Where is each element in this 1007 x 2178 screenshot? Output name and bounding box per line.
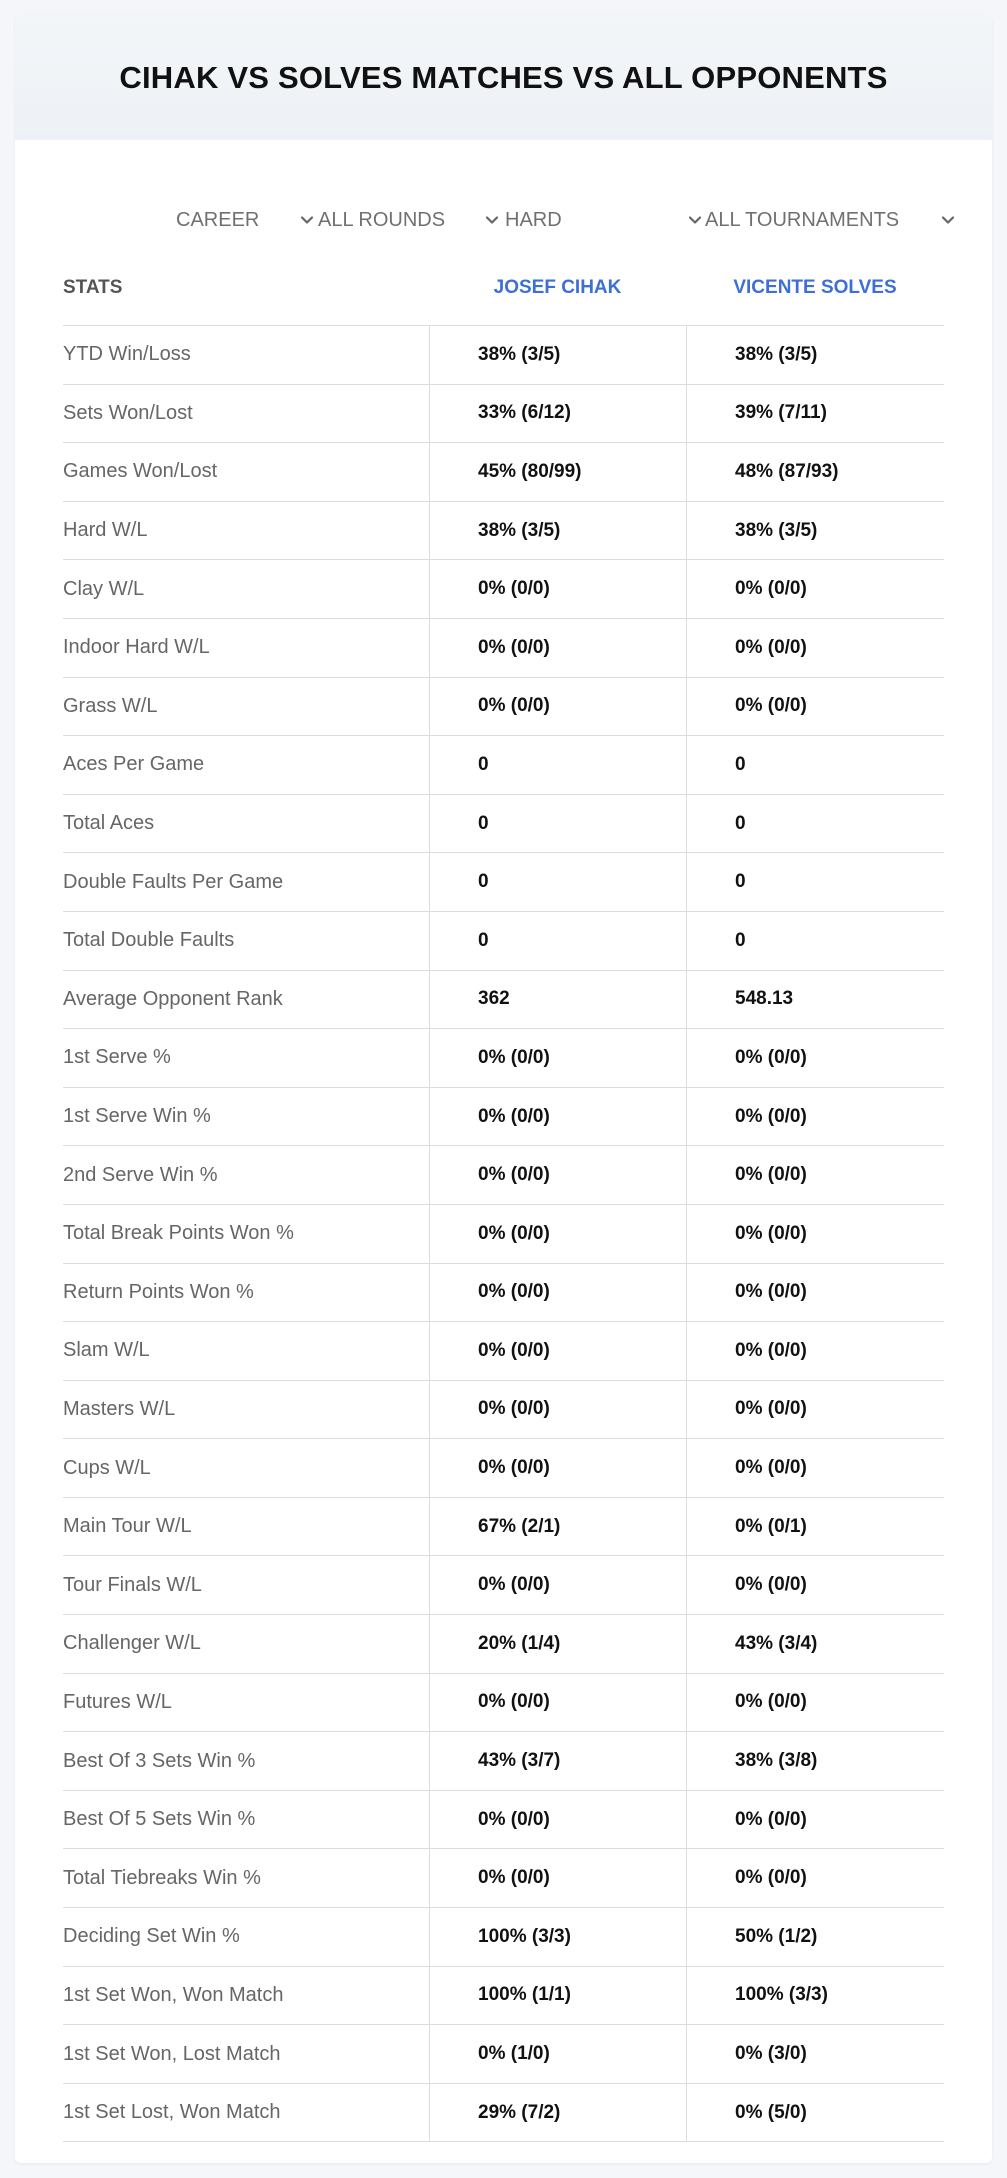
stat-label: Games Won/Lost xyxy=(63,460,218,483)
tournaments-select[interactable] xyxy=(705,190,955,250)
table-row xyxy=(63,1674,944,1733)
player1-stat-value: 67% (2/1) xyxy=(429,1498,686,1556)
player2-stat-value: 0% (0/0) xyxy=(686,619,944,677)
stat-label: YTD Win/Loss xyxy=(63,343,191,366)
player1-stat-value: 0 xyxy=(429,912,686,970)
stats-card xyxy=(15,15,992,2163)
stats-table xyxy=(63,250,944,2142)
player2-stat-value: 0 xyxy=(686,912,944,970)
player2-stat-value: 0% (0/0) xyxy=(686,1029,944,1087)
table-row xyxy=(63,912,944,971)
chevron-down-icon xyxy=(688,213,702,227)
player1-stat-value: 33% (6/12) xyxy=(429,385,686,443)
player1-stat-value: 29% (7/2) xyxy=(429,2084,686,2142)
stat-label: Deciding Set Win % xyxy=(63,1925,240,1948)
stat-label: 2nd Serve Win % xyxy=(63,1163,218,1186)
player1-stat-value: 100% (3/3) xyxy=(429,1908,686,1966)
player2-stat-value: 38% (3/5) xyxy=(686,326,944,384)
card-header xyxy=(15,15,992,140)
table-row xyxy=(63,619,944,678)
stat-label: Total Break Points Won % xyxy=(63,1222,294,1245)
player2-stat-value: 0% (0/0) xyxy=(686,1849,944,1907)
table-row xyxy=(63,1556,944,1615)
table-row xyxy=(63,1967,944,2026)
table-row xyxy=(63,1029,944,1088)
player1-stat-value: 0% (0/0) xyxy=(429,1791,686,1849)
player2-stat-value: 0% (0/0) xyxy=(686,1381,944,1439)
table-row xyxy=(63,2025,944,2084)
player2-stat-value: 0% (0/0) xyxy=(686,1088,944,1146)
player2-stat-value: 0% (0/1) xyxy=(686,1498,944,1556)
surface-select-value: HARD xyxy=(505,208,562,231)
column-header-stats: STATS xyxy=(63,276,123,298)
table-row xyxy=(63,1205,944,1264)
table-row xyxy=(63,853,944,912)
player1-stat-value: 0% (0/0) xyxy=(429,678,686,736)
stat-label: Total Tiebreaks Win % xyxy=(63,1866,261,1889)
player1-stat-value: 0% (0/0) xyxy=(429,1849,686,1907)
table-row xyxy=(63,2084,944,2143)
table-body xyxy=(63,326,944,2142)
player1-stat-value: 0% (0/0) xyxy=(429,1322,686,1380)
stat-label: Indoor Hard W/L xyxy=(63,636,210,659)
period-select-value: CAREER xyxy=(176,208,260,231)
player1-link[interactable]: JOSEF CIHAK xyxy=(493,276,622,298)
table-row xyxy=(63,326,944,385)
table-row xyxy=(63,385,944,444)
chevron-down-icon xyxy=(485,213,499,227)
stat-label: Average Opponent Rank xyxy=(63,987,283,1010)
table-row xyxy=(63,678,944,737)
player2-stat-value: 0% (5/0) xyxy=(686,2084,944,2142)
table-row xyxy=(63,1264,944,1323)
stat-label: Best Of 5 Sets Win % xyxy=(63,1808,256,1831)
stat-label: Challenger W/L xyxy=(63,1632,201,1655)
page-title: CIHAK VS SOLVES MATCHES VS ALL OPPONENTS xyxy=(119,59,888,95)
player1-stat-value: 0% (0/0) xyxy=(429,1146,686,1204)
period-select[interactable] xyxy=(176,190,314,250)
stat-label: 1st Set Lost, Won Match xyxy=(63,2101,281,2124)
stat-label: Futures W/L xyxy=(63,1690,172,1713)
player1-stat-value: 0% (0/0) xyxy=(429,1264,686,1322)
player2-stat-value: 0% (0/0) xyxy=(686,678,944,736)
player1-stat-value: 0% (0/0) xyxy=(429,1205,686,1263)
player2-stat-value: 0% (0/0) xyxy=(686,1556,944,1614)
player2-stat-value: 0% (0/0) xyxy=(686,1205,944,1263)
player2-stat-value: 100% (3/3) xyxy=(686,1967,944,2025)
player1-stat-value: 0% (0/0) xyxy=(429,1674,686,1732)
player2-stat-value: 0% (3/0) xyxy=(686,2025,944,2083)
stat-label: Masters W/L xyxy=(63,1397,176,1420)
player2-stat-value: 50% (1/2) xyxy=(686,1908,944,1966)
player2-stat-value: 0% (0/0) xyxy=(686,1791,944,1849)
rounds-select[interactable] xyxy=(318,190,499,250)
table-row xyxy=(63,1849,944,1908)
player2-stat-value: 0% (0/0) xyxy=(686,1674,944,1732)
player2-stat-value: 39% (7/11) xyxy=(686,385,944,443)
player1-stat-value: 0% (0/0) xyxy=(429,560,686,618)
stat-label: 1st Set Won, Won Match xyxy=(63,1983,284,2006)
stat-label: Sets Won/Lost xyxy=(63,401,193,424)
player1-stat-value: 38% (3/5) xyxy=(429,502,686,560)
player2-stat-value: 38% (3/8) xyxy=(686,1732,944,1790)
stat-label: Clay W/L xyxy=(63,577,145,600)
table-row xyxy=(63,1791,944,1850)
table-row xyxy=(63,560,944,619)
stat-label: Cups W/L xyxy=(63,1456,151,1479)
player1-stat-value: 43% (3/7) xyxy=(429,1732,686,1790)
table-row xyxy=(63,736,944,795)
table-row xyxy=(63,1908,944,1967)
surface-select[interactable] xyxy=(505,190,702,250)
stat-label: Main Tour W/L xyxy=(63,1515,192,1538)
table-row xyxy=(63,971,944,1030)
table-row xyxy=(63,1615,944,1674)
player2-stat-value: 38% (3/5) xyxy=(686,502,944,560)
player2-stat-value: 0% (0/0) xyxy=(686,1146,944,1204)
stat-label: Return Points Won % xyxy=(63,1280,254,1303)
player2-stat-value: 0 xyxy=(686,853,944,911)
table-row xyxy=(63,1322,944,1381)
chevron-down-icon xyxy=(300,213,314,227)
table-row xyxy=(63,1732,944,1791)
player2-stat-value: 548.13 xyxy=(686,971,944,1029)
stat-label: Tour Finals W/L xyxy=(63,1573,202,1596)
player2-stat-value: 0% (0/0) xyxy=(686,560,944,618)
stat-label: Hard W/L xyxy=(63,519,148,542)
player1-stat-value: 38% (3/5) xyxy=(429,326,686,384)
player1-stat-value: 45% (80/99) xyxy=(429,443,686,501)
stat-label: 1st Serve % xyxy=(63,1046,171,1069)
player1-stat-value: 0% (0/0) xyxy=(429,1381,686,1439)
table-row xyxy=(63,443,944,502)
player1-stat-value: 0 xyxy=(429,853,686,911)
player1-stat-value: 0% (0/0) xyxy=(429,1439,686,1497)
stat-label: Total Double Faults xyxy=(63,929,235,952)
player2-stat-value: 0 xyxy=(686,795,944,853)
player2-stat-value: 0% (0/0) xyxy=(686,1264,944,1322)
player1-stat-value: 0% (1/0) xyxy=(429,2025,686,2083)
table-row xyxy=(63,1381,944,1440)
player1-stat-value: 362 xyxy=(429,971,686,1029)
table-header xyxy=(63,250,944,326)
table-row xyxy=(63,1498,944,1557)
stat-label: Slam W/L xyxy=(63,1339,150,1362)
table-row xyxy=(63,502,944,561)
player1-stat-value: 0% (0/0) xyxy=(429,1556,686,1614)
stat-label: 1st Serve Win % xyxy=(63,1105,211,1128)
player1-stat-value: 0% (0/0) xyxy=(429,1029,686,1087)
stat-label: 1st Set Won, Lost Match xyxy=(63,2042,281,2065)
stat-label: Grass W/L xyxy=(63,694,158,717)
player1-stat-value: 100% (1/1) xyxy=(429,1967,686,2025)
stat-label: Double Faults Per Game xyxy=(63,870,284,893)
player2-stat-value: 43% (3/4) xyxy=(686,1615,944,1673)
player1-stat-value: 20% (1/4) xyxy=(429,1615,686,1673)
stat-label: Total Aces xyxy=(63,812,155,835)
player2-stat-value: 48% (87/93) xyxy=(686,443,944,501)
tournaments-select-value: ALL TOURNAMENTS xyxy=(705,208,900,231)
chevron-down-icon xyxy=(941,213,955,227)
table-row xyxy=(63,1439,944,1498)
table-row xyxy=(63,1088,944,1147)
rounds-select-value: ALL ROUNDS xyxy=(318,208,446,231)
player1-stat-value: 0% (0/0) xyxy=(429,619,686,677)
player1-stat-value: 0 xyxy=(429,795,686,853)
player1-stat-value: 0 xyxy=(429,736,686,794)
player2-stat-value: 0 xyxy=(686,736,944,794)
table-row xyxy=(63,795,944,854)
player1-stat-value: 0% (0/0) xyxy=(429,1088,686,1146)
filter-bar xyxy=(15,190,992,250)
stat-label: Best Of 3 Sets Win % xyxy=(63,1749,256,1772)
stat-label: Aces Per Game xyxy=(63,753,205,776)
table-row xyxy=(63,1146,944,1205)
player2-link[interactable]: VICENTE SOLVES xyxy=(733,276,897,298)
player2-stat-value: 0% (0/0) xyxy=(686,1322,944,1380)
player2-stat-value: 0% (0/0) xyxy=(686,1439,944,1497)
